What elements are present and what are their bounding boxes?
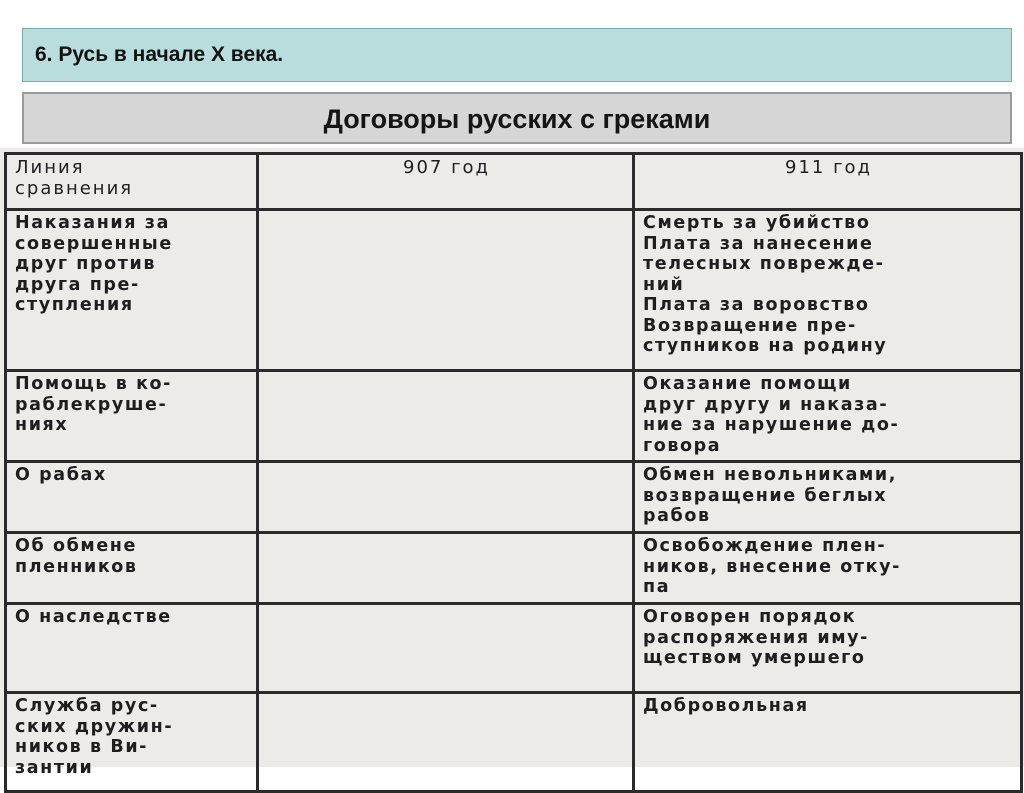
column-header-comparison: Линия сравнения — [6, 154, 258, 210]
topic-cell: Служба рус- ских дружин- ников в Ви- зантии — [6, 693, 258, 792]
table-row — [6, 371, 1022, 462]
section-title: 6. Русь в начале X века. — [35, 43, 284, 66]
cell-911: Смерть за убийство Плата за нанесение телесных поврежде- ний Плата за воровство Возвращение пре- ступников на родину — [634, 210, 1022, 371]
cell-911: Оговорен порядок распоряжения иму- ществом умершего — [634, 604, 1022, 693]
cell-911: Оказание помощи друг другу и наказа- ние за нарушение до- говора — [634, 371, 1022, 462]
table-row — [6, 604, 1022, 693]
cell-907 — [258, 462, 634, 533]
cell-907 — [258, 604, 634, 693]
cell-907 — [258, 371, 634, 462]
column-header-911: 911 год — [634, 154, 1022, 210]
cell-911: Обмен невольниками, возвращение беглых рабов — [634, 462, 1022, 533]
column-header-907: 907 год — [258, 154, 634, 210]
cell-907 — [258, 693, 634, 792]
topic-cell: О рабах — [6, 462, 258, 533]
cell-907 — [258, 210, 634, 371]
cell-911: Добровольная — [634, 693, 1022, 792]
topic-cell: Об обмене пленников — [6, 533, 258, 604]
cell-911: Освобождение плен- ников, внесение отку- па — [634, 533, 1022, 604]
topic-cell: Наказания за совершенные друг против друга пре- ступления — [6, 210, 258, 371]
section-header — [22, 28, 1012, 82]
slide-title-box — [22, 92, 1012, 144]
table-row — [6, 533, 1022, 604]
comparison-table — [4, 152, 1023, 793]
table-header-row — [6, 154, 1022, 210]
topic-cell: Помощь в ко- раблекруше- ниях — [6, 371, 258, 462]
table-row — [6, 210, 1022, 371]
table-row — [6, 462, 1022, 533]
slide-title: Договоры русских с греками — [323, 104, 711, 134]
topic-cell: О наследстве — [6, 604, 258, 693]
cell-907 — [258, 533, 634, 604]
scanned-table-image — [0, 148, 1024, 778]
table-row — [6, 693, 1022, 792]
